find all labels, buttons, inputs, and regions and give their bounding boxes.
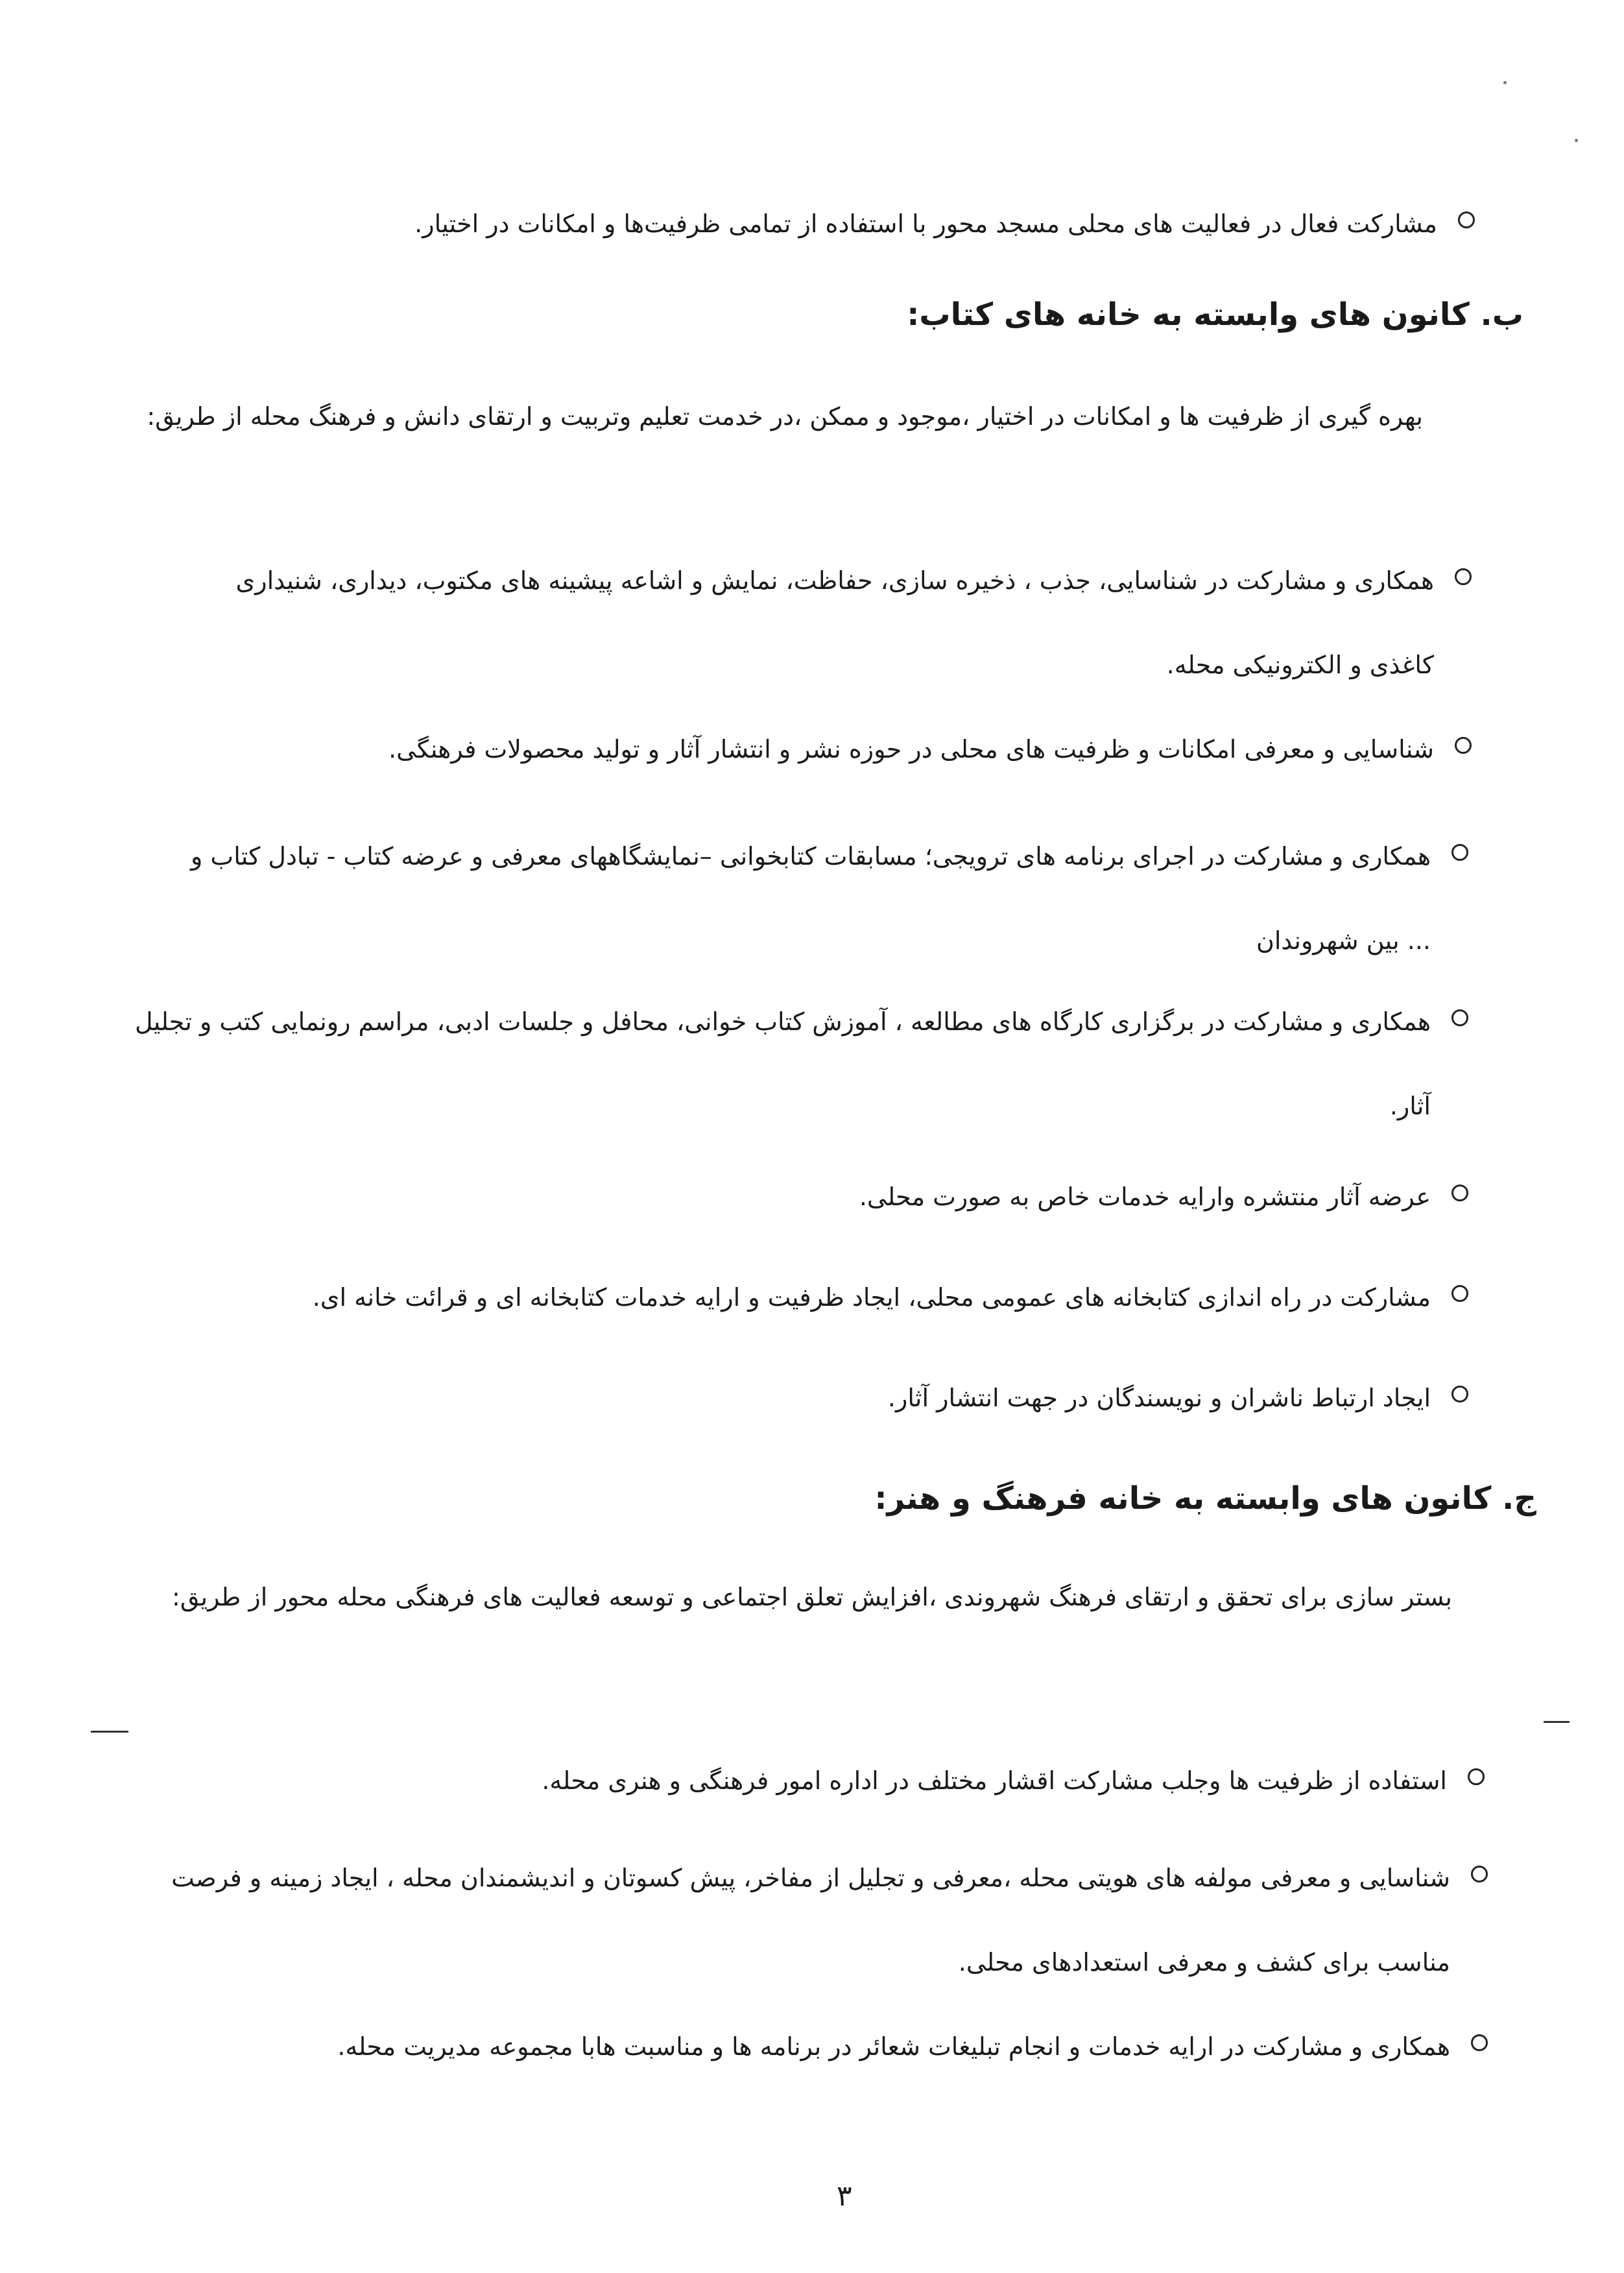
bullet-text: شناسایی و معرفی مولفه های هویتی محله ،معرفی و تجلیل از مفاخر، پیش کسوتان و اندیشمندان محله ، ایجاد زمینه و فرصت مناسب برای کشف و معرفی استعدادهای محلی. — [171, 1864, 1450, 1977]
scan-speck — [1575, 139, 1578, 142]
section-b-item — [187, 707, 1472, 791]
section-b-item — [184, 1255, 1468, 1340]
bullet-text: همکاری و مشارکت در ارایه خدمات و انجام تبلیغات شعائر در برنامه ها و مناسبت هابا مجموعه مدیریت محله. — [337, 2032, 1450, 2061]
bullet-text: ایجاد ارتباط ناشران و نویسندگان در جهت انتشار آثار. — [887, 1384, 1431, 1412]
bullet-ring-icon — [1468, 1768, 1485, 1785]
section-c-heading: ج. کانون های وابسته به خانه فرهنگ و هنر: — [874, 1480, 1536, 1517]
intro-bullet — [191, 182, 1475, 266]
section-b-item — [184, 1155, 1468, 1239]
bullet-ring-icon — [1451, 844, 1468, 861]
bullet-ring-icon — [1451, 1285, 1468, 1302]
scan-margin-mark — [1544, 1721, 1570, 1723]
bullet-ring-icon — [1455, 568, 1472, 585]
bullet-text: مشارکت فعال در فعالیت های محلی مسجد محور با استفاده از تمامی ظرفیت‌ها و امکانات در اختیار. — [414, 210, 1437, 238]
bullet-text: عرضه آثار منتشره وارایه خدمات خاص به صورت محلی. — [859, 1183, 1431, 1211]
section-c-paragraph: بستر سازی برای تحقق و ارتقای فرهنگ شهروندی ،افزایش تعلق اجتماعی و توسعه فعالیت های فرهنگی محله محور از طریق: — [172, 1583, 1452, 1611]
page-number: ۳ — [837, 2180, 852, 2213]
bullet-text: همکاری و مشارکت در برگزاری کارگاه های مطالعه ، آموزش کتاب خوانی، محافل و جلسات ادبی، مراسم رونمایی کتب و تجلیل آثار. — [134, 1007, 1431, 1120]
bullet-text: همکاری و مشارکت در اجرای برنامه های ترویجی؛ مسابقات کتابخوانی –نمایشگاههای معرفی و عرضه کتاب - تبادل کتاب و ... بین شهروندان — [190, 842, 1431, 955]
bullet-ring-icon — [1451, 1009, 1468, 1026]
section-b-item — [187, 538, 1472, 707]
section-c-item — [158, 1836, 1488, 2004]
bullet-ring-icon — [1451, 1386, 1468, 1402]
bullet-text: شناسایی و معرفی امکانات و ظرفیت های محلی در حوزه نشر و انتشار آثار و تولید محصولات فرهنگی. — [388, 735, 1434, 764]
section-b-item — [119, 980, 1468, 1148]
bullet-text: همکاری و مشارکت در شناسایی، جذب ، ذخیره سازی، حفاظت، نمایش و اشاعه پیشینه های مکتوب، دیداری، شنیداری کاغذی و الکترونیکی محله. — [235, 566, 1434, 679]
bullet-ring-icon — [1471, 2034, 1488, 2051]
bullet-ring-icon — [1458, 211, 1475, 228]
bullet-ring-icon — [1451, 1185, 1468, 1201]
section-b-heading: ب. کانون های وابسته به خانه های کتاب: — [907, 296, 1523, 333]
section-b-item — [178, 814, 1468, 983]
section-b-paragraph: بهره گیری از ظرفیت ها و امکانات در اختیار ،موجود و ممکن ،در خدمت تعلیم وتربیت و ارتقای دانش و فرهنگ محله از طریق: — [147, 402, 1423, 431]
bullet-ring-icon — [1471, 1866, 1488, 1882]
section-c-item — [194, 1738, 1485, 1823]
bullet-text: مشارکت در راه اندازی کتابخانه های عمومی محلی، ایجاد ظرفیت و ارایه خدمات کتابخانه ای و قرائت خانه ای. — [312, 1283, 1431, 1312]
section-b-item — [184, 1356, 1468, 1440]
bullet-text: استفاده از ظرفیت ها وجلب مشارکت اقشار مختلف در اداره امور فرهنگی و هنری محله. — [542, 1766, 1447, 1795]
scan-speck — [1503, 81, 1507, 84]
scan-margin-mark — [91, 1731, 128, 1733]
section-c-item — [158, 2004, 1488, 2089]
bullet-ring-icon — [1455, 737, 1472, 754]
